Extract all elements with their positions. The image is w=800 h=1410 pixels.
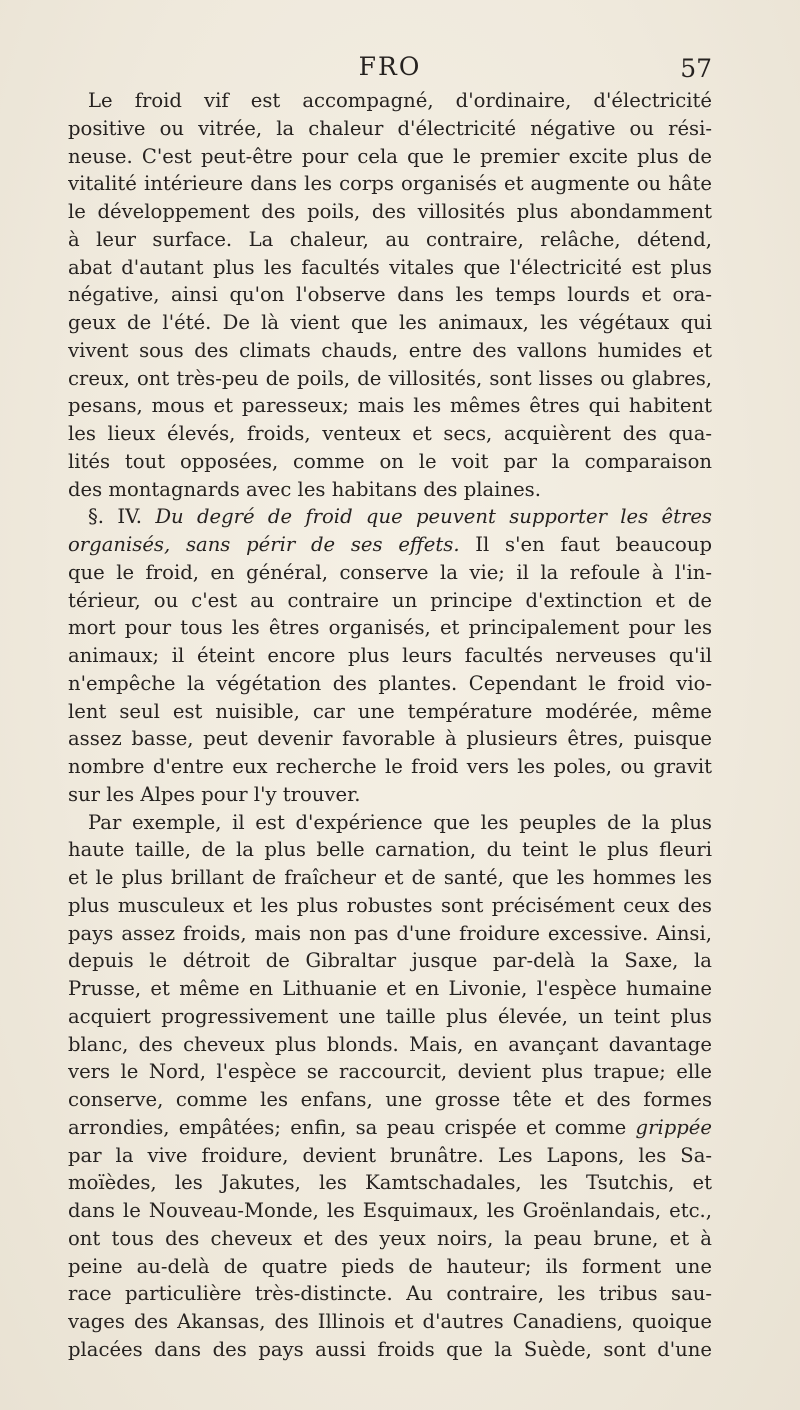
text-line: des montagnards avec les habitans des plaines. [68,477,541,501]
text-line: Le froid vif est accompagné, d'ordinaire, d'électricité [88,89,712,112]
text-line: plus musculeux et les plus robustes sont précisément ceux des [68,893,712,917]
text-line: neuse. C'est peut-être pour cela que le premier excite plus de [68,144,712,168]
text-line: animaux; il éteint encore plus leurs facultés nerveuses qu'il [68,644,712,667]
text-line: creux, ont très-peu de poils, de villosités, sont lisses ou glabres, [68,366,712,390]
text-line: peine au-delà de quatre pieds de hauteur; ils forment une [68,1254,712,1278]
text-line: depuis le détroit de Gibraltar jusque par-delà la Saxe, la [68,949,712,973]
text-line: ont tous des cheveux et des yeux noirs, la peau brune, et à [68,1226,712,1250]
section-heading-line: §. IV. Du degré de froid que peuvent supporter les êtres [88,505,712,529]
page-title: FRO [358,52,422,81]
text-line: sur les Alpes pour l'y trouver. [68,782,361,806]
text-line: haute taille, de la plus belle carnation, du teint le plus fleuri [68,838,712,862]
text-line: le développement des poils, des villosités plus abondamment [68,200,712,223]
body-text [68,87,712,1364]
text-line: vers le Nord, l'espèce se raccourcit, devient plus trapue; elle [68,1060,712,1084]
text-line: Par exemple, il est d'expérience que les peuples de la plus [88,810,712,834]
page-number: 57 [680,54,712,83]
text-line: Prusse, et même en Lithuanie et en Livonie, l'espèce humaine [68,977,712,1000]
text-line: lités tout opposées, comme on le voit par la comparaison [68,449,712,473]
text-line: pays assez froids, mais non pas d'une froidure excessive. Ainsi, [68,921,712,945]
text-line: à leur surface. La chaleur, au contraire, relâche, détend, [68,227,712,251]
text-line: assez basse, peut devenir favorable à plusieurs êtres, puisque [68,727,712,751]
text-line: n'empêche la végétation des plantes. Cependant le froid vio- [68,671,712,695]
text-line: race particulière très-distincte. Au contraire, les tribus sau- [68,1282,712,1306]
text-line: par la vive froidure, devient brunâtre. Les Lapons, les Sa- [68,1143,712,1167]
text-line: négative, ainsi qu'on l'observe dans les temps lourds et ora- [68,283,712,307]
text-line: térieur, ou c'est au contraire un principe d'extinction et de [68,588,712,612]
text-line: placées dans des pays aussi froids que la Suède, sont d'une [68,1337,712,1361]
text-line: pesans, mous et paresseux; mais les mêmes êtres qui habitent [68,394,712,418]
text-line: arrondies, empâtées; enfin, sa peau crispée et comme grippée [68,1115,712,1139]
text-line: acquiert progressivement une taille plus élevée, un teint plus [68,1004,712,1028]
section-heading-line: organisés, sans périr de ses effets. Il s'en faut beaucoup [68,533,712,556]
text-line: vivent sous des climats chauds, entre des vallons humides et [68,338,712,362]
text-line: lent seul est nuisible, car une température modérée, même [68,699,712,723]
text-line: dans le Nouveau-Monde, les Esquimaux, les Groënlandais, etc., [68,1199,712,1222]
text-line: moïèdes, les Jakutes, les Kamtschadales, les Tsutchis, et [68,1171,712,1195]
text-line: les lieux élevés, froids, venteux et secs, acquièrent des qua- [68,422,712,445]
text-line: vitalité intérieure dans les corps organisés et augmente ou hâte [68,172,712,196]
text-line: geux de l'été. De là vient que les animaux, les végétaux qui [68,311,712,334]
running-head [68,52,712,86]
text-line: positive ou vitrée, la chaleur d'électricité négative ou rési- [68,116,712,140]
text-line: nombre d'entre eux recherche le froid vers les poles, ou gravit [68,755,712,778]
text-line: conserve, comme les enfans, une grosse tête et des formes [68,1088,712,1111]
text-line: vages des Akansas, des Illinois et d'autres Canadiens, quoique [68,1310,712,1333]
text-line: mort pour tous les êtres organisés, et principalement pour les [68,616,712,640]
text-line: et le plus brillant de fraîcheur et de santé, que les hommes les [68,866,712,889]
text-line: que le froid, en général, conserve la vie; il la refoule à l'in- [68,560,712,584]
text-line: blanc, des cheveux plus blonds. Mais, en avançant davantage [68,1032,712,1056]
text-line: abat d'autant plus les facultés vitales que l'électricité est plus [68,255,712,279]
